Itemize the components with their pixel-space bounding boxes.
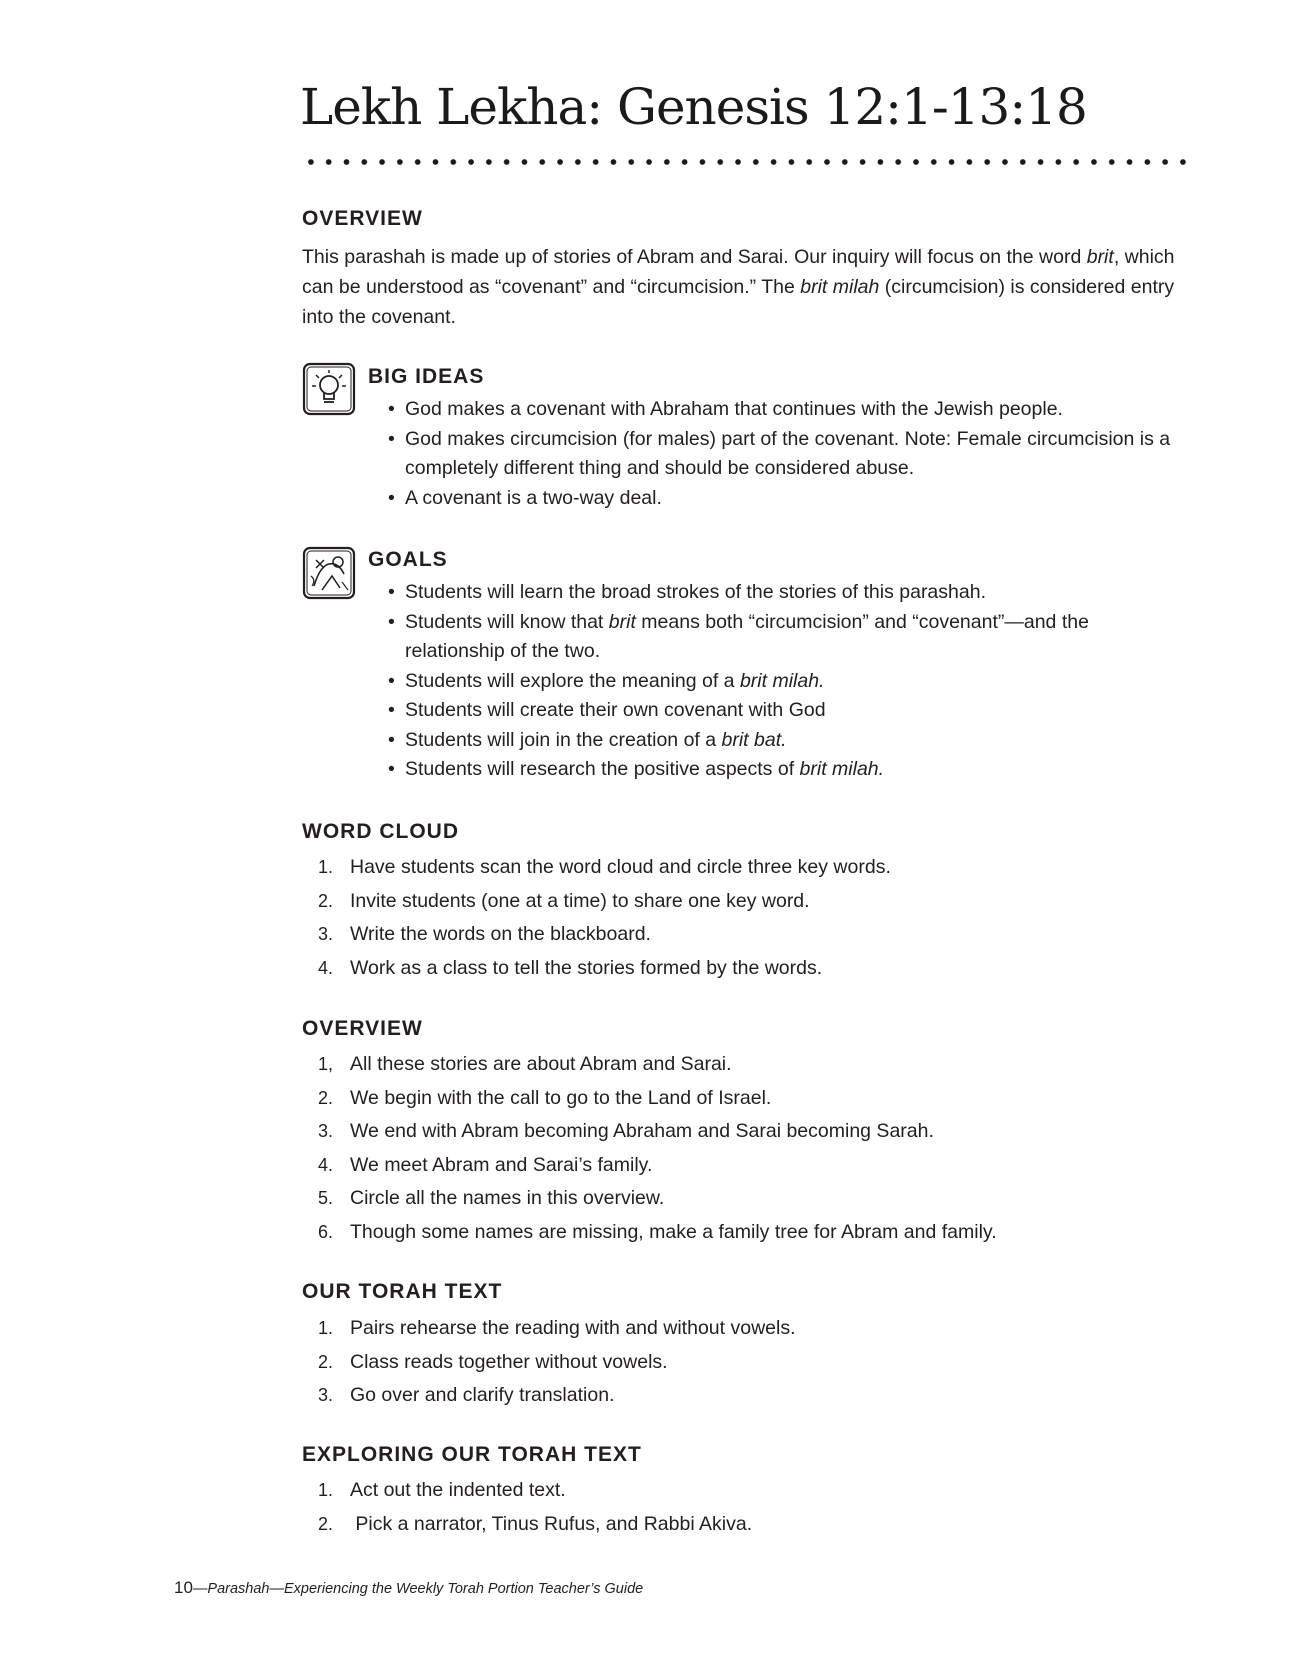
big-ideas-list [388, 395, 1188, 513]
page-title: Lekh Lekha: Genesis 12:1-13:18 [300, 78, 1087, 136]
list-item: 2. Invite students (one at a time) to share one key word. [318, 889, 810, 912]
list-item: 4. Work as a class to tell the stories formed by the words. [318, 956, 823, 979]
list-item: • Students will explore the meaning of a brit milah. [388, 667, 1188, 697]
list-item: 3. Go over and clarify translation. [318, 1384, 615, 1406]
list-item: 2. Pick a narrator, Tinus Rufus, and Rabbi Akiva. [318, 1512, 753, 1535]
list-item: 1. Act out the indented text. [318, 1479, 566, 1501]
list-item: 4. We meet Abram and Sarai’s family. [318, 1153, 653, 1176]
list-item: • A covenant is a two-way deal. [388, 484, 1188, 514]
overview-heading: OVERVIEW [302, 207, 423, 230]
goals-list [388, 578, 1188, 785]
list-item: 3. Write the words on the blackboard. [318, 923, 651, 945]
goals-icon [302, 546, 356, 600]
exploring-list [318, 1474, 1198, 1541]
list-item: 1, All these stories are about Abram and Sarai. [318, 1053, 732, 1075]
list-item: 6. Though some names are missing, make a family tree for Abram and family. [318, 1220, 997, 1243]
list-item: • God makes a covenant with Abraham that continues with the Jewish people. [388, 395, 1188, 425]
book-title: —Parashah—Experiencing the Weekly Torah Portion Teacher’s Guide [192, 1581, 644, 1597]
list-item: 2. Class reads together without vowels. [318, 1350, 668, 1373]
page-number: 10 [174, 1578, 193, 1597]
page-footer [174, 1578, 643, 1598]
exploring-heading: EXPLORING OUR TORAH TEXT [302, 1443, 642, 1466]
overview-list-heading: OVERVIEW [302, 1017, 423, 1040]
overview-list [318, 1048, 1198, 1249]
list-item: • Students will learn the broad strokes of the stories of this parashah. [388, 578, 1188, 608]
torah-text-heading: OUR TORAH TEXT [302, 1280, 503, 1303]
big-ideas-heading: BIG IDEAS [368, 365, 485, 388]
goals-heading: GOALS [368, 548, 448, 571]
overview-text: This parashah is made up of stories of Abram and Sarai. Our inquiry will focus on the word brit, which can be understood as “covenant” and “circumcision.” The brit milah (circumcision) is considered entry into the covenant. [302, 246, 1175, 328]
list-item: 1. Have students scan the word cloud and circle three key words. [318, 856, 891, 878]
dotted-divider [302, 158, 1192, 166]
list-item: • Students will create their own covenant with God [388, 696, 1188, 726]
list-item: 1. Pairs rehearse the reading with and without vowels. [318, 1317, 796, 1339]
list-item: • God makes circumcision (for males) part of the covenant. Note: Female circumcision is a completely different thing and should be considered abuse. [388, 425, 1188, 484]
list-item: 3. We end with Abram becoming Abraham and Sarai becoming Sarah. [318, 1120, 934, 1142]
torah-text-list [318, 1312, 1198, 1413]
list-item: • Students will research the positive aspects of brit milah. [388, 755, 1188, 785]
list-item: 2. We begin with the call to go to the Land of Israel. [318, 1086, 772, 1109]
list-item: • Students will join in the creation of a brit bat. [388, 726, 1188, 756]
list-item: • Students will know that brit means both “circumcision” and “covenant”—and the relationship of the two. [388, 608, 1188, 667]
word-cloud-list [318, 851, 1198, 985]
lightbulb-icon [302, 362, 356, 416]
word-cloud-heading: WORD CLOUD [302, 820, 459, 843]
list-item: 5. Circle all the names in this overview. [318, 1187, 665, 1209]
